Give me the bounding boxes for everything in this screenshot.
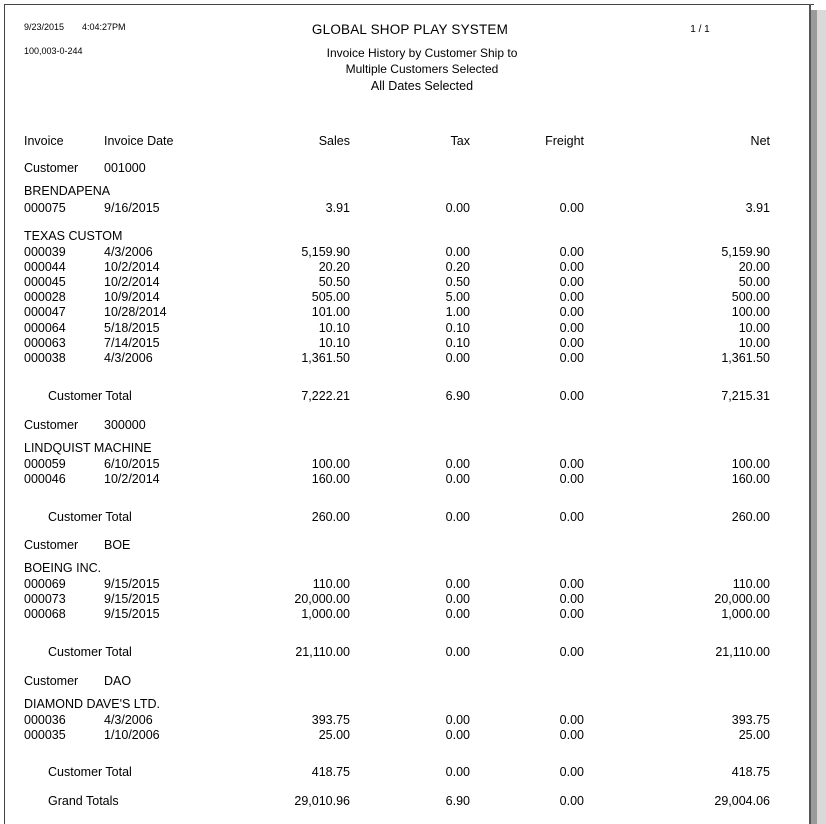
invoice-date: 7/14/2015 bbox=[104, 336, 160, 350]
invoice-number: 000028 bbox=[24, 290, 66, 304]
invoice-freight: 0.00 bbox=[559, 577, 584, 591]
invoice-freight: 0.00 bbox=[559, 321, 584, 335]
column-header-net: Net bbox=[750, 134, 770, 148]
report-date: 9/23/2015 bbox=[24, 22, 65, 32]
invoice-number: 000069 bbox=[24, 577, 66, 591]
invoice-date: 10/9/2014 bbox=[104, 290, 160, 304]
report-time: 4:04:27PM bbox=[82, 22, 126, 32]
column-header-freight: Freight bbox=[545, 134, 584, 148]
invoice-sales: 505.00 bbox=[311, 290, 350, 304]
column-header-sales: Sales bbox=[318, 134, 350, 148]
invoice-freight: 0.00 bbox=[559, 245, 584, 259]
invoice-number: 000045 bbox=[24, 275, 66, 289]
invoice-freight: 0.00 bbox=[559, 472, 584, 486]
invoice-tax: 0.00 bbox=[445, 577, 470, 591]
invoice-number: 000073 bbox=[24, 592, 66, 606]
customer-total-sales: 418.75 bbox=[311, 765, 350, 779]
grand-total-tax: 6.90 bbox=[445, 794, 470, 808]
column-header-invoice-date: Invoice Date bbox=[104, 134, 174, 148]
invoice-date: 4/3/2006 bbox=[104, 245, 153, 259]
invoice-freight: 0.00 bbox=[559, 275, 584, 289]
invoice-freight: 0.00 bbox=[559, 201, 584, 215]
invoice-net: 20.00 bbox=[738, 260, 770, 274]
invoice-net: 393.75 bbox=[731, 713, 770, 727]
invoice-tax: 0.10 bbox=[445, 336, 470, 350]
column-header-invoice: Invoice bbox=[24, 134, 64, 148]
invoice-date: 10/2/2014 bbox=[104, 275, 160, 289]
invoice-sales: 3.91 bbox=[325, 201, 350, 215]
invoice-date: 9/15/2015 bbox=[104, 607, 160, 621]
invoice-number: 000039 bbox=[24, 245, 66, 259]
invoice-net: 160.00 bbox=[731, 472, 770, 486]
invoice-sales: 100.00 bbox=[311, 457, 350, 471]
ship-to-name: TEXAS CUSTOM bbox=[24, 229, 123, 243]
invoice-number: 000046 bbox=[24, 472, 66, 486]
invoice-freight: 0.00 bbox=[559, 713, 584, 727]
customer-total-net: 21,110.00 bbox=[715, 645, 770, 659]
grand-totals-label: Grand Totals bbox=[48, 794, 119, 808]
invoice-date: 9/16/2015 bbox=[104, 201, 160, 215]
customer-total-label: Customer Total bbox=[48, 389, 132, 403]
customer-total-freight: 0.00 bbox=[559, 389, 584, 403]
invoice-date: 9/15/2015 bbox=[104, 592, 160, 606]
invoice-net: 10.00 bbox=[738, 321, 770, 335]
invoice-net: 110.00 bbox=[732, 577, 770, 591]
invoice-date: 10/2/2014 bbox=[104, 260, 160, 274]
invoice-number: 000044 bbox=[24, 260, 66, 274]
invoice-sales: 101.00 bbox=[311, 305, 350, 319]
invoice-sales: 1,000.00 bbox=[301, 607, 350, 621]
invoice-tax: 0.00 bbox=[445, 713, 470, 727]
invoice-sales: 50.50 bbox=[318, 275, 350, 289]
grand-total-sales: 29,010.96 bbox=[294, 794, 350, 808]
ship-to-name: BOEING INC. bbox=[24, 561, 102, 575]
ship-to-name: BRENDAPENA bbox=[24, 184, 111, 198]
invoice-net: 500.00 bbox=[731, 290, 770, 304]
ship-to-name: DIAMOND DAVE'S LTD. bbox=[24, 697, 160, 711]
invoice-freight: 0.00 bbox=[559, 305, 584, 319]
customer-total-label: Customer Total bbox=[48, 645, 132, 659]
invoice-tax: 5.00 bbox=[445, 290, 470, 304]
customer-code: DAO bbox=[104, 674, 132, 688]
page-number: 1 / 1 bbox=[690, 24, 710, 35]
invoice-sales: 10.10 bbox=[318, 321, 350, 335]
grand-total-freight: 0.00 bbox=[559, 794, 584, 808]
invoice-number: 000068 bbox=[24, 607, 66, 621]
customer-total-net: 7,215.31 bbox=[721, 389, 770, 403]
customer-label: Customer bbox=[24, 674, 79, 688]
customer-total-label: Customer Total bbox=[48, 765, 132, 779]
invoice-freight: 0.00 bbox=[559, 260, 584, 274]
invoice-tax: 0.00 bbox=[445, 472, 470, 486]
invoice-number: 000064 bbox=[24, 321, 66, 335]
grand-total-net: 29,004.06 bbox=[714, 794, 770, 808]
invoice-date: 1/10/2006 bbox=[104, 728, 160, 742]
customer-total-freight: 0.00 bbox=[559, 645, 584, 659]
customer-total-tax: 0.00 bbox=[445, 645, 470, 659]
invoice-tax: 0.00 bbox=[445, 457, 470, 471]
invoice-tax: 0.20 bbox=[445, 260, 470, 274]
customer-total-tax: 0.00 bbox=[445, 765, 470, 779]
invoice-tax: 0.00 bbox=[445, 245, 470, 259]
invoice-freight: 0.00 bbox=[559, 607, 584, 621]
invoice-tax: 0.00 bbox=[445, 592, 470, 606]
invoice-date: 10/28/2014 bbox=[104, 305, 167, 319]
ship-to-name: LINDQUIST MACHINE bbox=[24, 441, 152, 455]
invoice-net: 25.00 bbox=[738, 728, 770, 742]
invoice-tax: 0.00 bbox=[445, 201, 470, 215]
invoice-number: 000035 bbox=[24, 728, 66, 742]
invoice-tax: 0.00 bbox=[445, 607, 470, 621]
customer-total-sales: 7,222.21 bbox=[301, 389, 350, 403]
invoice-sales: 160.00 bbox=[311, 472, 350, 486]
invoice-tax: 1.00 bbox=[445, 305, 470, 319]
customer-label: Customer bbox=[24, 418, 79, 432]
customer-total-tax: 0.00 bbox=[445, 510, 470, 524]
invoice-freight: 0.00 bbox=[559, 457, 584, 471]
invoice-date: 10/2/2014 bbox=[104, 472, 160, 486]
column-header-tax: Tax bbox=[450, 134, 470, 148]
invoice-number: 000036 bbox=[24, 713, 66, 727]
customer-label: Customer bbox=[24, 538, 79, 552]
invoice-number: 000063 bbox=[24, 336, 66, 350]
invoice-tax: 0.00 bbox=[445, 728, 470, 742]
invoice-net: 3.91 bbox=[745, 201, 770, 215]
invoice-date: 4/3/2006 bbox=[104, 351, 153, 365]
invoice-date: 6/10/2015 bbox=[104, 457, 160, 471]
invoice-date: 4/3/2006 bbox=[104, 713, 153, 727]
invoice-date: 9/15/2015 bbox=[104, 577, 160, 591]
invoice-net: 20,000.00 bbox=[714, 592, 770, 606]
invoice-net: 100.00 bbox=[731, 305, 770, 319]
invoice-sales: 10.10 bbox=[318, 336, 350, 350]
customer-code: 001000 bbox=[104, 161, 146, 175]
invoice-date: 5/18/2015 bbox=[104, 321, 160, 335]
invoice-net: 100.00 bbox=[731, 457, 770, 471]
invoice-sales: 20,000.00 bbox=[294, 592, 350, 606]
customer-total-freight: 0.00 bbox=[559, 510, 584, 524]
customer-filter: Multiple Customers Selected bbox=[345, 62, 499, 76]
invoice-freight: 0.00 bbox=[559, 592, 584, 606]
customer-label: Customer bbox=[24, 161, 79, 175]
customer-total-tax: 6.90 bbox=[445, 389, 470, 403]
invoice-number: 000047 bbox=[24, 305, 66, 319]
invoice-number: 000059 bbox=[24, 457, 66, 471]
invoice-sales: 25.00 bbox=[318, 728, 350, 742]
invoice-freight: 0.00 bbox=[559, 728, 584, 742]
invoice-net: 5,159.90 bbox=[721, 245, 770, 259]
report-code: 100,003-0-244 bbox=[24, 46, 83, 56]
customer-code: 300000 bbox=[104, 418, 146, 432]
invoice-sales: 1,361.50 bbox=[301, 351, 350, 365]
invoice-net: 50.00 bbox=[738, 275, 770, 289]
page-border-top bbox=[4, 4, 814, 5]
invoice-tax: 0.00 bbox=[445, 351, 470, 365]
customer-total-net: 418.75 bbox=[731, 765, 770, 779]
invoice-freight: 0.00 bbox=[559, 351, 584, 365]
customer-total-freight: 0.00 bbox=[559, 765, 584, 779]
invoice-net: 1,361.50 bbox=[721, 351, 770, 365]
report-title: Invoice History by Customer Ship to bbox=[326, 46, 518, 60]
invoice-sales: 5,159.90 bbox=[301, 245, 350, 259]
invoice-number: 000075 bbox=[24, 201, 66, 215]
page-shadow-outer bbox=[817, 10, 826, 824]
customer-total-sales: 260.00 bbox=[311, 510, 350, 524]
invoice-net: 10.00 bbox=[738, 336, 770, 350]
company-name: GLOBAL SHOP PLAY SYSTEM bbox=[311, 22, 509, 37]
customer-total-net: 260.00 bbox=[731, 510, 770, 524]
date-filter: All Dates Selected bbox=[370, 79, 474, 93]
invoice-freight: 0.00 bbox=[559, 336, 584, 350]
customer-code: BOE bbox=[104, 538, 131, 552]
invoice-tax: 0.50 bbox=[445, 275, 470, 289]
invoice-freight: 0.00 bbox=[559, 290, 584, 304]
invoice-number: 000038 bbox=[24, 351, 66, 365]
customer-total-sales: 21,110.00 bbox=[295, 645, 350, 659]
invoice-sales: 110.00 bbox=[312, 577, 350, 591]
invoice-tax: 0.10 bbox=[445, 321, 470, 335]
invoice-sales: 20.20 bbox=[318, 260, 350, 274]
invoice-net: 1,000.00 bbox=[721, 607, 770, 621]
invoice-sales: 393.75 bbox=[311, 713, 350, 727]
customer-total-label: Customer Total bbox=[48, 510, 132, 524]
page-border-left bbox=[4, 4, 5, 824]
